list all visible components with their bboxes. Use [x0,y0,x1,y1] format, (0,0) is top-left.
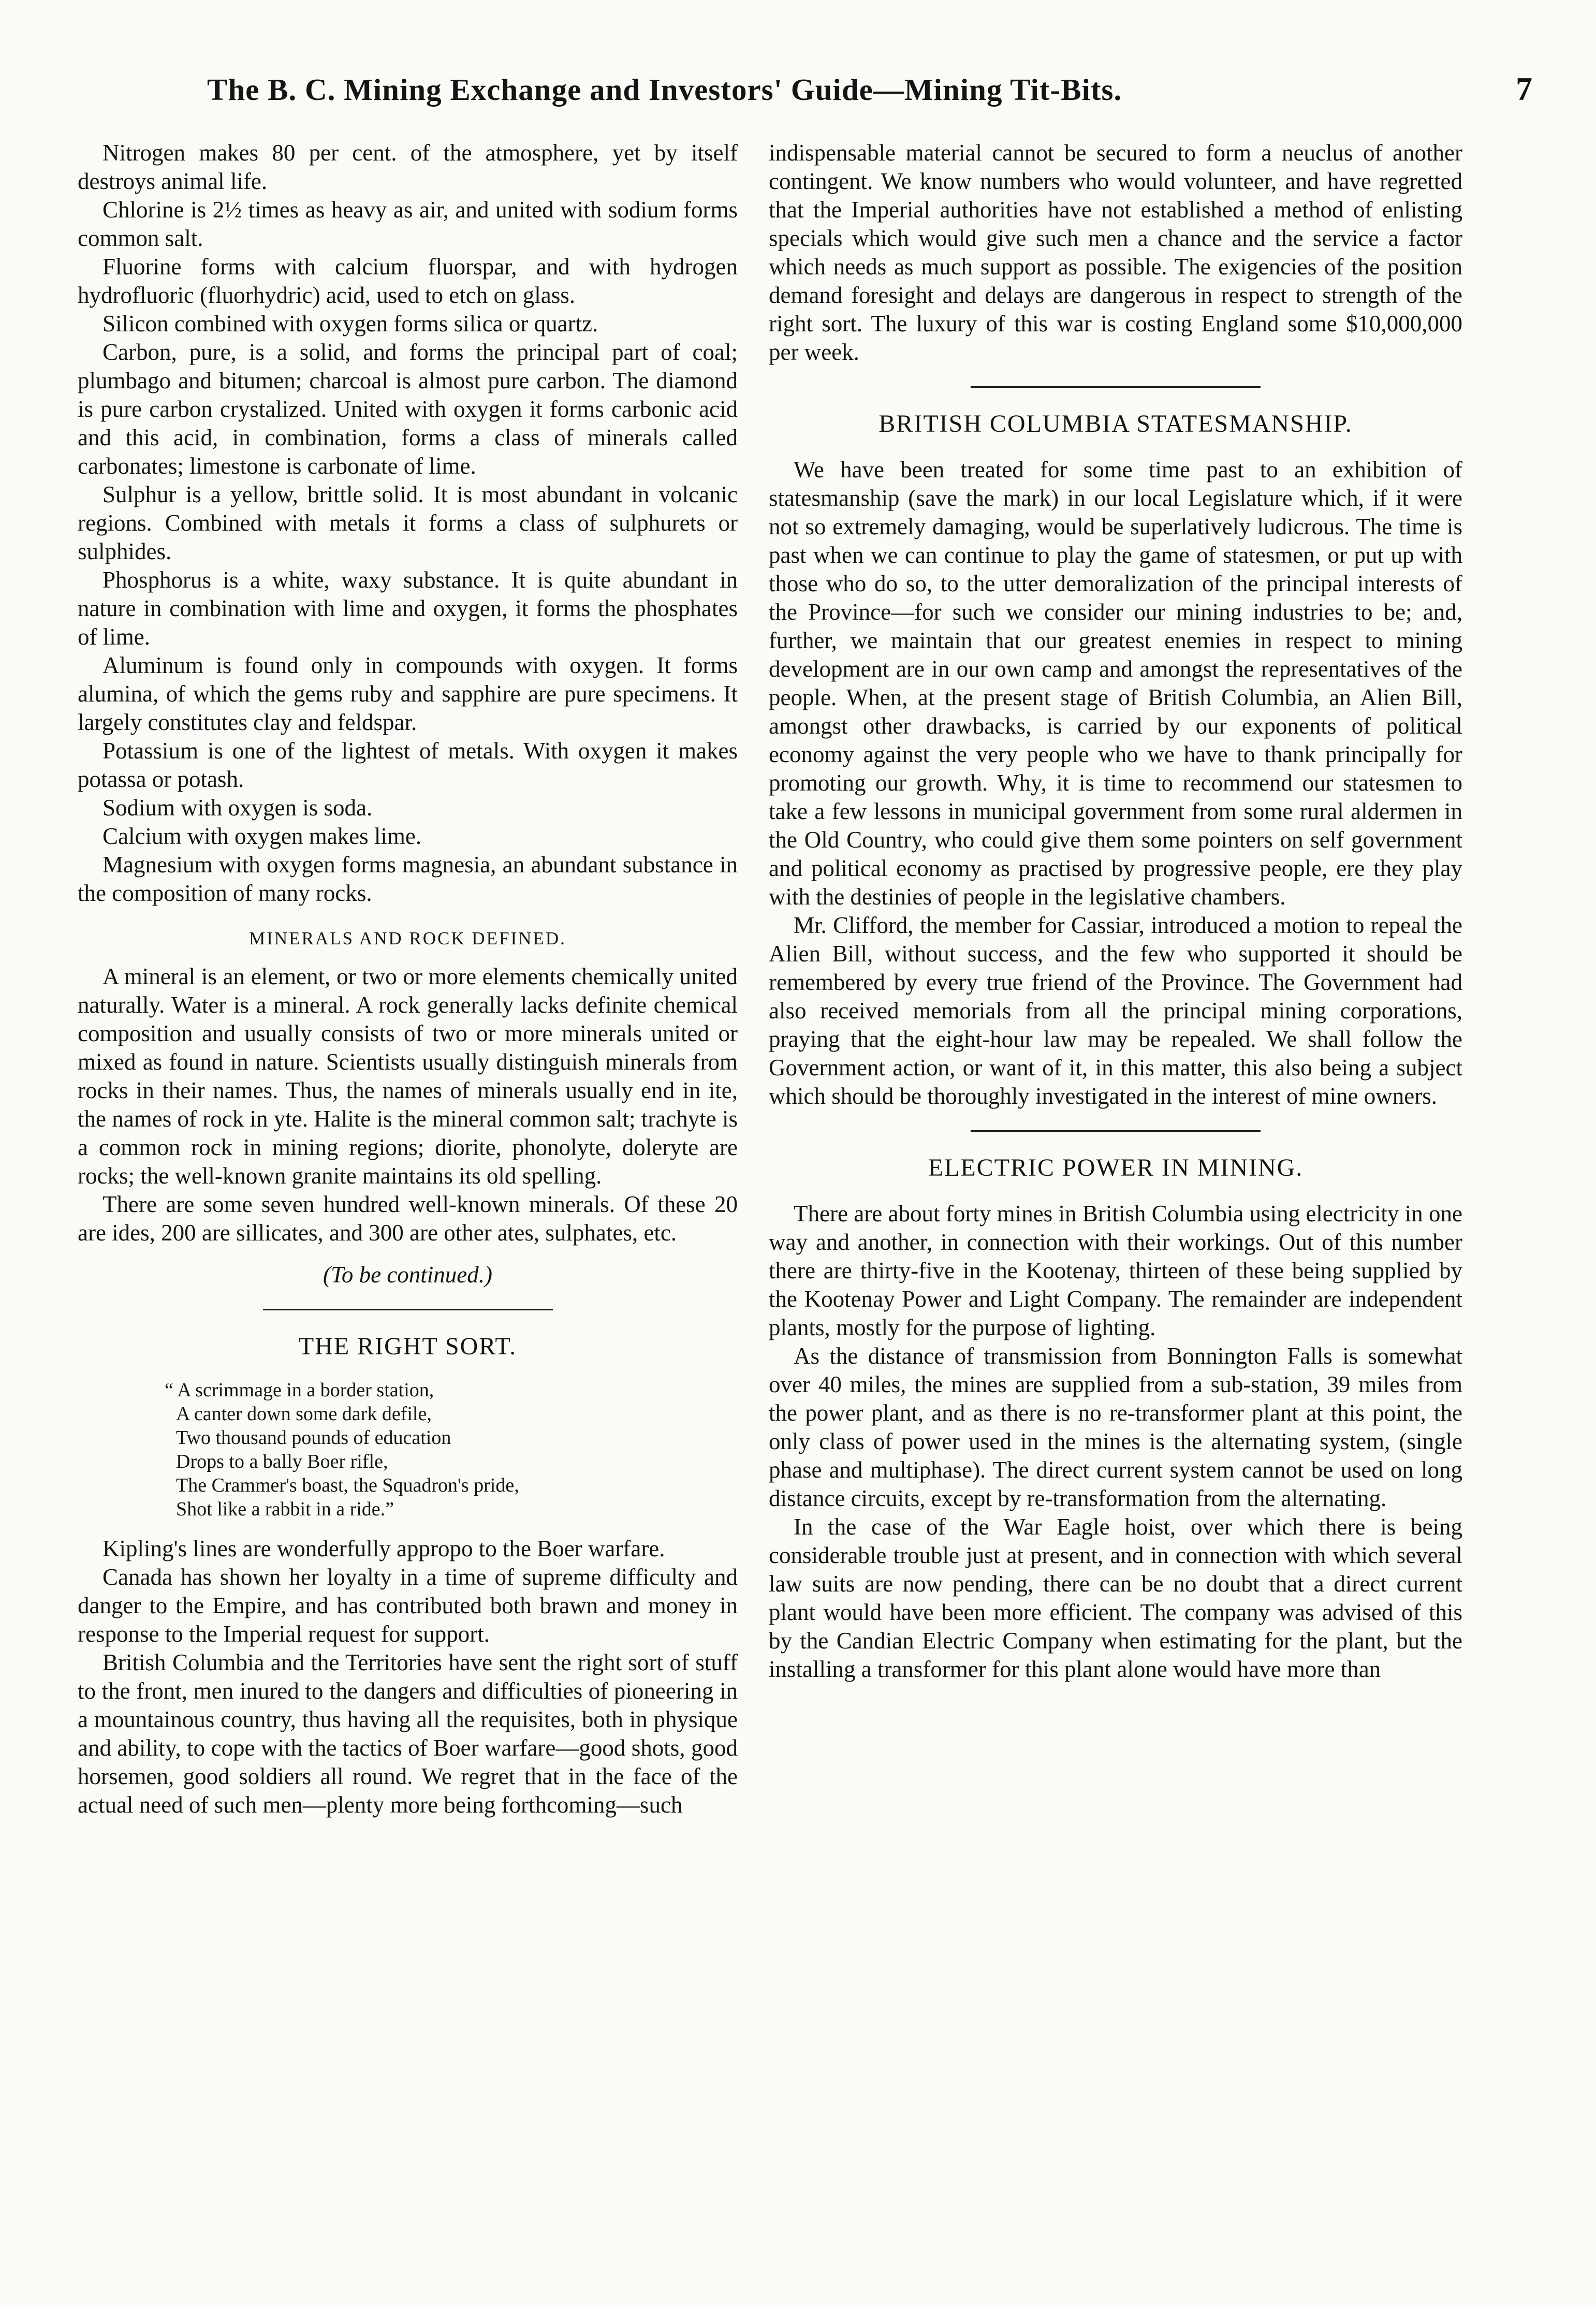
left-column [78,139,738,1819]
poem-line: Drops to a bally Boer rifle, [176,1451,388,1472]
paragraph-british-columbia: British Columbia and the Territories have sent the right sort of stuff to the front, men inured to the dangers and difficulties of pioneering in a mountainous country, thus having all the requisites, both in physique and ability, to cope with the tactics of Boer warfare—good shots, good horsemen, good soldiers all round. We regret that in the face of the actual need of such men—plenty more being forthcoming—such [78,1649,738,1818]
section-heading-minerals: MINERALS AND ROCK DEFINED. [249,928,566,948]
paragraph-potassium: Potassium is one of the lightest of metals. With oxygen it makes potassa or potash. [78,738,738,792]
paragraph-chlorine: Chlorine is 2½ times as heavy as air, and united with sodium forms common salt. [78,197,738,251]
paragraph-kipling: Kipling's lines are wonderfully appropo to the Boer warfare. [103,1536,665,1561]
section-heading-right-sort: THE RIGHT SORT. [298,1333,517,1360]
page-number: 7 [1516,70,1532,107]
paragraph-transmission: As the distance of transmission from Bonnington Falls is somewhat over 40 miles, the mines are supplied from a sub-station, 39 miles from the power plant, and as there is no re-transformer plant at this point, the only class of power used in the mines is the alternating system, (single phase and multiphase). The direct current system cannot be used on long distance circuits, except by re-transformation from the alternating. [769,1343,1462,1511]
paragraph-calcium: Calcium with oxygen makes lime. [103,823,422,849]
paragraph-forty-mines: There are about forty mines in British Columbia using electricity in one way and another, in connection with their workings. Out of this number there are thirty-five in the Kootenay, thirteen of these being supplied by the Kootenay Power and Light Company. The remainder are independent plants, mostly for the purpose of lighting. [769,1201,1462,1340]
running-header [207,70,1532,108]
paragraph-mineral-count: There are some seven hundred well-known minerals. Of these 20 are ides, 200 are sillicates, and 300 are other ates, sulphates, etc. [78,1191,738,1246]
to-be-continued: (To be continued.) [323,1262,493,1288]
paragraph-silicon: Silicon combined with oxygen forms silica or quartz. [103,311,598,337]
paragraph-nitrogen: Nitrogen makes 80 per cent. of the atmosphere, yet by itself destroys animal life. [78,140,738,194]
section-divider [971,1130,1261,1132]
poem-line: The Crammer's boast, the Squadron's pride, [176,1474,519,1496]
paragraph-war-eagle: In the case of the War Eagle hoist, over which there is being considerable trouble just at present, and in connection with which several law suits are now pending, there can be no doubt that a direct current plant would have been more efficient. The company was advised of this by the Candian Electric Company when estimating for the plant, but the installing a transformer for this plant alone would have more than [769,1514,1462,1682]
section-divider [971,386,1261,388]
paragraph-aluminum: Aluminum is found only in compounds with oxygen. It forms alumina, of which the gems ruby and sapphire are pure specimens. It largely constitutes clay and feldspar. [78,652,738,735]
poem-quote [78,1378,738,1521]
paragraph-mineral-definition: A mineral is an element, or two or more elements chemically united naturally. Water is a mineral. A rock generally lacks definite chemical composition and usually consists of two or more minerals united or mixed as found in nature. Scientists usually distinguish minerals from rocks in their names. Thus, the names of minerals usually end in ite, the names of rock in yte. Halite is the mineral common salt; trachyte is a common rock in mining regions; diorite, phonolyte, doleryte are rocks; the well-known granite maintains its old spelling. [78,963,738,1189]
paragraph-carbon: Carbon, pure, is a solid, and forms the principal part of coal; plumbago and bitumen; charcoal is almost pure carbon. The diamond is pure carbon crystalized. United with oxygen it forms carbonic acid and this acid, in combination, forms a class of minerals called carbonates; limestone is carbonate of lime. [78,339,738,479]
page-title: The B. C. Mining Exchange and Investors' Guide—Mining Tit-Bits. [207,72,1122,107]
paragraph-continued: indispensable material cannot be secured to form a neuclus of another contingent. We know numbers who would volunteer, and have regretted that the Imperial authorities have not established a method of enlisting specials which would give such men a chance and the service a factor which needs as much support as possible. The exigencies of the position demand foresight and delays are dangerous in respect to strength of the right sort. The luxury of this war is costing England some $10,000,000 per week. [769,140,1462,365]
paragraph-magnesium: Magnesium with oxygen forms magnesia, an abundant substance in the composition of many rocks. [78,852,738,906]
paragraph-sulphur: Sulphur is a yellow, brittle solid. It is most abundant in volcanic regions. Combined with metals it forms a class of sulphurets or sulphides. [78,481,738,564]
paragraph-clifford: Mr. Clifford, the member for Cassiar, introduced a motion to repeal the Alien Bill, without success, and the few who supported it should be remembered by every true friend of the Province. The Government had also received memorials from all the principal mining corporations, praying that the eight-hour law may be repealed. We shall follow the Government action, or want of it, in this matter, this also being a subject which should be thoroughly investigated in the interest of mine owners. [769,912,1462,1109]
poem-line: A canter down some dark defile, [176,1403,432,1425]
poem-line: Shot like a rabbit in a ride.” [176,1498,394,1520]
paragraph-fluorine: Fluorine forms with calcium fluorspar, and with hydrogen hydrofluoric (fluorhydric) acid, used to etch on glass. [78,254,738,308]
section-divider [263,1309,553,1310]
poem-line: Two thousand pounds of education [176,1427,451,1449]
poem-line: “ A scrimmage in a border station, [165,1379,434,1401]
paragraph-statesmanship: We have been treated for some time past to an exhibition of statesmanship (save the mark) in our local Legislature which, if it were not so extremely damaging, would be superlatively ludicrous. The time is past when we can continue to play the game of statesmen, or put up with those who do so, to the utter demoralization of the principal interests of the Province—for such we consider our mining industries to be; and, further, we maintain that our greatest enemies in respect to mining development are in our own camp and amongst the representatives of the people. When, at the present stage of British Columbia, an Alien Bill, amongst other drawbacks, is carried by our exponents of political economy against the very people who we have to thank principally for promoting our growth. Why, it is time to recommend our statesmen to take a few lessons in municipal government from some rural aldermen in the Old Country, who could give them some pointers on self government and political economy as practised by progressive people, ere they play with the destinies of people in the legislative chambers. [769,457,1462,910]
paragraph-phosphorus: Phosphorus is a white, waxy substance. It is quite abundant in nature in combination with lime and oxygen, it forms the phosphates of lime. [78,567,738,650]
right-column [769,139,1462,1684]
section-heading-statesmanship: BRITISH COLUMBIA STATESMANSHIP. [878,410,1353,437]
section-heading-electric-power: ELECTRIC POWER IN MINING. [928,1154,1304,1181]
paragraph-canada: Canada has shown her loyalty in a time of supreme difficulty and danger to the Empire, and has contributed both brawn and money in response to the Imperial request for support. [78,1564,738,1647]
paragraph-sodium: Sodium with oxygen is soda. [103,795,373,821]
